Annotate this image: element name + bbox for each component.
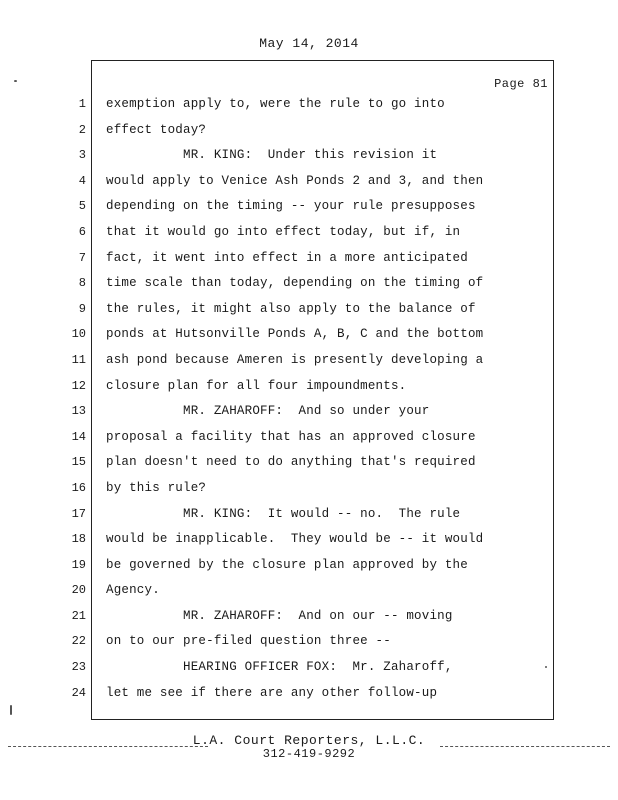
court-reporter-phone: 312-419-9292 [262,747,356,761]
transcript-line: HEARING OFFICER FOX: Mr. Zaharoff, [106,660,453,675]
line-number: 1 [78,97,86,111]
transcript-line: time scale than today, depending on the timing of [106,276,484,291]
transcript-line: proposal a facility that has an approved closure [106,429,476,444]
transcript-text-column [106,95,546,709]
transcript-line: closure plan for all four impoundments. [106,378,407,393]
line-number: 2 [78,122,86,137]
transcript-line: MR. KING: Under this revision it [106,148,438,163]
line-number: 24 [71,685,86,700]
line-number: 14 [71,429,86,444]
line-number: 7 [78,250,86,265]
line-number: 3 [78,148,86,163]
court-reporter-name: L.A. Court Reporters, L.L.C. [192,733,426,748]
line-number: 19 [71,557,86,572]
line-number: 13 [71,404,86,419]
transcript-line: MR. ZAHAROFF: And so under your [106,404,430,419]
line-number: 12 [71,378,86,393]
transcript-line: on to our pre-filed question three -- [106,634,391,649]
line-number: 23 [71,660,86,675]
transcript-line: ash pond because Ameren is presently developing a [106,352,484,367]
line-number: 22 [71,634,86,649]
transcript-line: MR. ZAHAROFF: And on our -- moving [106,608,453,623]
transcript-line: Agency. [106,583,160,598]
transcript-line: the rules, it might also apply to the balance of [106,301,476,316]
line-number: 10 [71,327,86,342]
line-number: 16 [71,480,86,495]
transcript-line: plan doesn't need to do anything that's required [106,455,476,470]
line-number: 20 [71,583,86,598]
transcript-line: fact, it went into effect in a more anticipated [106,250,468,265]
transcript-line: would be inapplicable. They would be -- it would [106,532,484,547]
transcript-line: would apply to Venice Ash Ponds 2 and 3, and then [106,173,484,188]
transcript-line: that it would go into effect today, but if, in [106,224,461,239]
line-number: 18 [71,532,86,547]
line-number: 4 [78,173,86,188]
transcript-line: effect today? [106,122,207,137]
line-number: 17 [71,506,86,521]
transcript-line: depending on the timing -- your rule presupposes [106,199,476,214]
transcript-date: May 14, 2014 [259,36,359,51]
scan-speck [545,666,547,668]
line-number-column [56,95,86,709]
transcript-line: exemption apply to, were the rule to go into [106,97,445,111]
line-number: 6 [78,224,86,239]
transcript-line: be governed by the closure plan approved by the [106,557,468,572]
line-number: 15 [71,455,86,470]
transcript-line: ponds at Hutsonville Ponds A, B, C and the bottom [106,327,484,342]
transcript-line: let me see if there are any other follow-up [106,685,438,700]
line-number: 9 [78,301,86,316]
page-number: Page 81 [494,77,548,91]
line-number: 21 [71,608,86,623]
scan-speck [10,705,12,715]
scan-speck [14,80,17,82]
line-number: 5 [78,199,86,214]
transcript-line: MR. KING: It would -- no. The rule [106,506,461,521]
line-number: 11 [71,352,86,367]
line-number: 8 [78,276,86,291]
transcript-line: by this rule? [106,480,207,495]
